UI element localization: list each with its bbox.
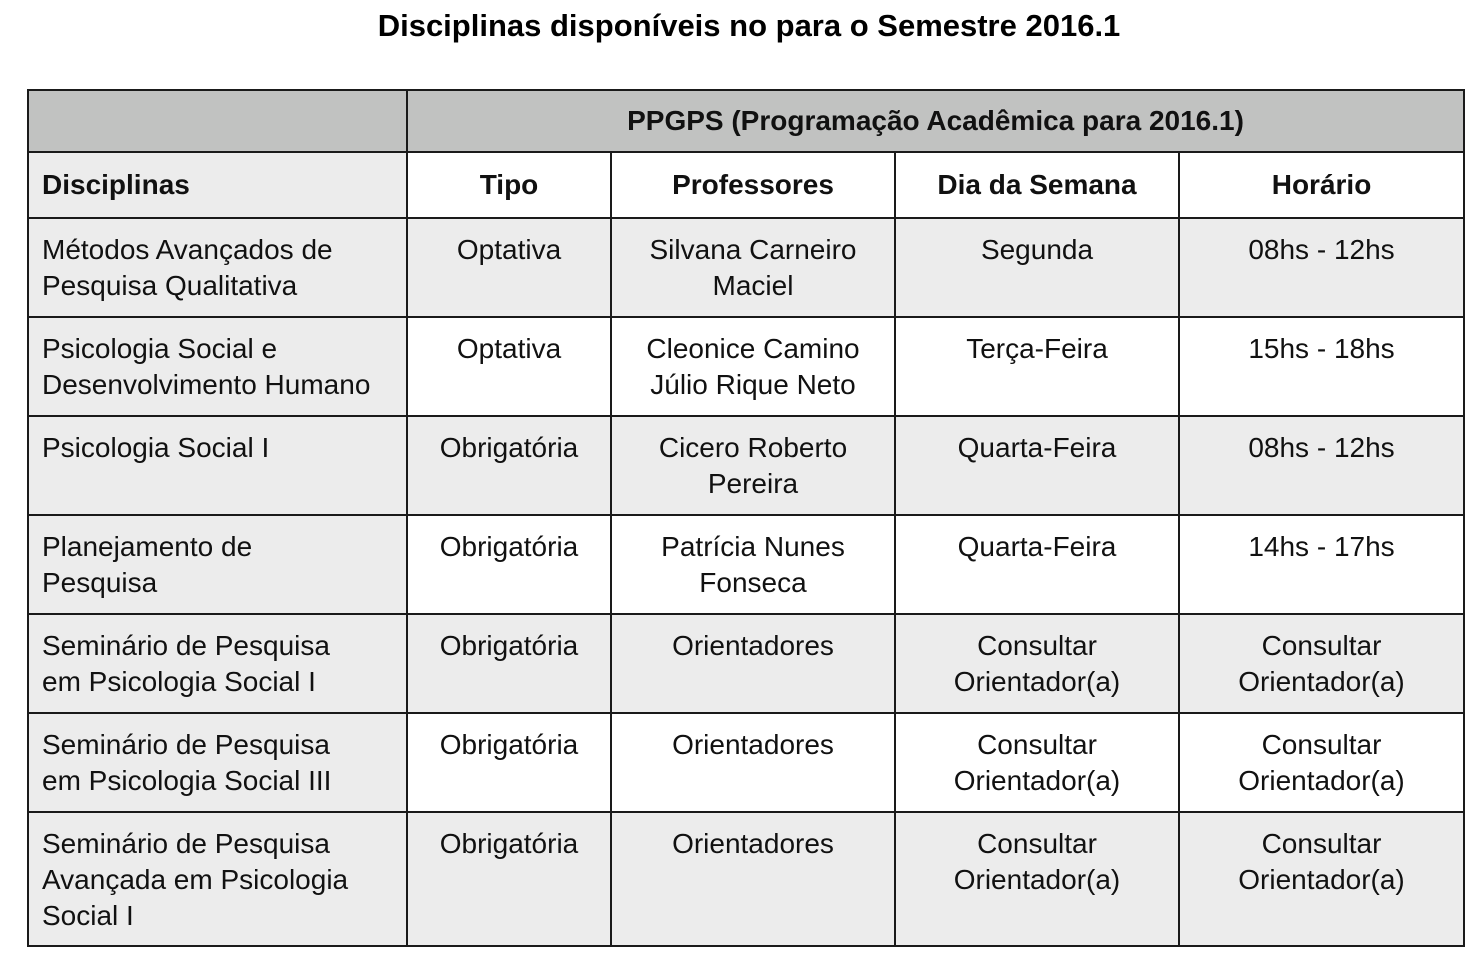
table-row (28, 515, 1464, 614)
professores-cell (611, 614, 895, 713)
dia-cell-line: Quarta-Feira (957, 432, 1117, 463)
empty-corner-cell (28, 90, 407, 152)
disciplina-cell-line: Pesquisa (42, 567, 158, 598)
professores-cell-line: Orientadores (672, 828, 834, 859)
tipo-cell: Obrigatória (407, 812, 611, 946)
disciplina-cell (28, 416, 407, 515)
horario-cell (1179, 218, 1464, 317)
page-title: Disciplinas disponíveis no para o Semestre 2016.1 (377, 8, 1121, 43)
disciplina-cell (28, 218, 407, 317)
dia-cell-line: Consultar (977, 828, 1097, 859)
disciplina-cell-line: Social I (42, 900, 134, 931)
disciplina-cell-line: em Psicologia Social III (42, 765, 332, 796)
dia-cell-line: Orientador(a) (953, 765, 1121, 796)
table-row (28, 218, 1464, 317)
dia-cell-line: Quarta-Feira (957, 531, 1117, 562)
column-header-disciplinas: Disciplinas (28, 152, 407, 218)
horario-cell (1179, 614, 1464, 713)
horario-cell-line: Consultar (1261, 828, 1382, 859)
professores-cell-line: Júlio Rique Neto (650, 369, 856, 400)
tipo-cell: Obrigatória (407, 515, 611, 614)
disciplina-cell-line: Métodos Avançados de (42, 234, 333, 265)
horario-cell-line: 08hs - 12hs (1248, 432, 1395, 463)
table-row (28, 812, 1464, 946)
professores-cell-line: Cicero Roberto (658, 432, 848, 463)
disciplina-cell-line: Planejamento de (42, 531, 253, 562)
horario-cell-line: 15hs - 18hs (1248, 333, 1395, 364)
tipo-cell: Optativa (407, 218, 611, 317)
dia-cell (895, 614, 1179, 713)
disciplina-cell-line: Pesquisa Qualitativa (42, 270, 298, 301)
disciplina-cell-line: Seminário de Pesquisa (42, 729, 330, 760)
professores-cell-line: Silvana Carneiro (649, 234, 857, 265)
professores-cell-line: Patrícia Nunes (661, 531, 845, 562)
professores-cell-line: Cleonice Camino (646, 333, 860, 364)
horario-cell-line: 14hs - 17hs (1248, 531, 1395, 562)
disciplina-cell-line: Psicologia Social e (42, 333, 278, 364)
horario-cell-line: Consultar (1261, 729, 1382, 760)
horario-cell (1179, 317, 1464, 416)
professores-cell (611, 515, 895, 614)
tipo-cell: Obrigatória (407, 614, 611, 713)
disciplina-cell-line: Avançada em Psicologia (42, 864, 349, 895)
column-header-row (28, 152, 1464, 218)
column-header-horario: Horário (1179, 152, 1464, 218)
horario-cell (1179, 515, 1464, 614)
table-row (28, 317, 1464, 416)
professores-cell (611, 713, 895, 812)
table-row (28, 416, 1464, 515)
dia-cell (895, 416, 1179, 515)
dia-cell-line: Consultar (977, 630, 1097, 661)
horario-cell-line: Consultar (1261, 630, 1382, 661)
professores-cell-line: Fonseca (699, 567, 807, 598)
group-header-cell: PPGPS (Programação Acadêmica para 2016.1) (407, 90, 1464, 152)
horario-cell-line: Orientador(a) (1238, 765, 1405, 796)
dia-cell (895, 218, 1179, 317)
tipo-cell: Obrigatória (407, 416, 611, 515)
dia-cell (895, 812, 1179, 946)
disciplina-cell-line: Desenvolvimento Humano (42, 369, 371, 400)
disciplina-cell (28, 713, 407, 812)
horario-cell-line: Orientador(a) (1238, 666, 1405, 697)
group-header-row (28, 90, 1464, 152)
professores-cell-line: Orientadores (672, 729, 834, 760)
horario-cell-line: Orientador(a) (1238, 864, 1405, 895)
horario-cell (1179, 416, 1464, 515)
professores-cell-line: Pereira (707, 468, 799, 499)
disciplina-cell (28, 812, 407, 946)
horario-cell (1179, 812, 1464, 946)
table-row (28, 614, 1464, 713)
professores-cell-line: Maciel (712, 270, 794, 301)
disciplina-cell-line: Seminário de Pesquisa (42, 828, 330, 859)
disciplina-cell-line: Psicologia Social I (42, 432, 270, 463)
dia-cell-line: Orientador(a) (953, 864, 1121, 895)
table-row (28, 713, 1464, 812)
professores-cell (611, 218, 895, 317)
dia-cell (895, 713, 1179, 812)
professores-cell (611, 416, 895, 515)
schedule-table (27, 89, 1465, 947)
tipo-cell: Obrigatória (407, 713, 611, 812)
dia-cell-line: Segunda (980, 234, 1094, 265)
dia-cell-line: Terça-Feira (966, 333, 1108, 364)
horario-cell-line: 08hs - 12hs (1248, 234, 1395, 265)
column-header-professores: Professores (611, 152, 895, 218)
dia-cell-line: Consultar (977, 729, 1097, 760)
column-header-tipo: Tipo (407, 152, 611, 218)
dia-cell (895, 515, 1179, 614)
professores-cell (611, 317, 895, 416)
disciplina-cell (28, 614, 407, 713)
professores-cell-line: Orientadores (672, 630, 834, 661)
disciplina-cell (28, 515, 407, 614)
tipo-cell: Optativa (407, 317, 611, 416)
dia-cell-line: Orientador(a) (953, 666, 1121, 697)
disciplina-cell-line: em Psicologia Social I (42, 666, 316, 697)
disciplina-cell-line: Seminário de Pesquisa (42, 630, 330, 661)
column-header-dia-da-semana: Dia da Semana (895, 152, 1179, 218)
disciplina-cell (28, 317, 407, 416)
professores-cell (611, 812, 895, 946)
horario-cell (1179, 713, 1464, 812)
dia-cell (895, 317, 1179, 416)
